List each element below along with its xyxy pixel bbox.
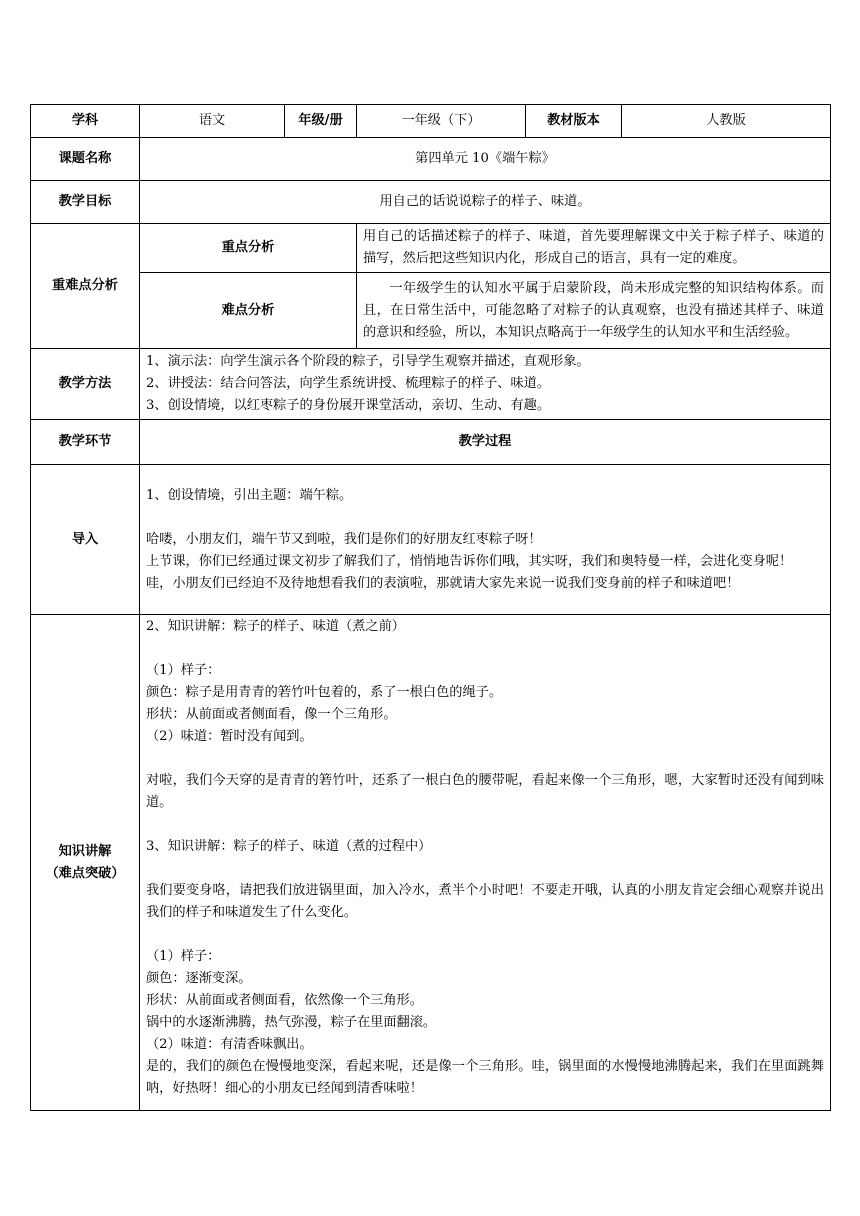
grade-value: 一年级（下） [357, 105, 526, 138]
intro-content [140, 465, 831, 615]
section-3-intro: 我们要变身咯，请把我们放进锅里面，加入冷水，煮半个小时吧！不要走开哦，认真的小朋友肯定会细心观察并说出我们的样子和味道发生了什么变化。 [146, 883, 824, 920]
section-2-taste: （2）味道：暂时没有闻到。 [146, 729, 313, 744]
section-2-color: 颜色：粽子是用青青的箬竹叶包着的，系了一根白色的绳子。 [146, 685, 503, 700]
methods-row [31, 349, 831, 420]
key-analysis-text: 用自己的话描述粽子的样子、味道，首先要理解课文中关于粽子样子、味道的描写，然后把这些知识内化，形成自己的语言，具有一定的难度。 [357, 224, 831, 273]
difficulty-analysis-label: 难点分析 [140, 273, 357, 349]
section-3-title: 3、知识讲解：粽子的样子、味道（煮的过程中） [146, 839, 432, 854]
process-label: 教学过程 [140, 420, 831, 465]
header-row [31, 105, 831, 138]
subject-label: 学科 [31, 105, 140, 138]
methods-label: 教学方法 [31, 349, 140, 420]
goal-value: 用自己的话说说粽子的样子、味道。 [140, 181, 831, 224]
intro-line: 1、创设情境，引出主题：端午粽。 [146, 487, 353, 503]
section-3-talk: 是的，我们的颜色在慢慢地变深，看起来呢，还是像一个三角形。哇，锅里面的水慢慢地沸腾起来，我们在里面跳舞呐，好热呀！细心的小朋友已经闻到清香味啦！ [146, 1059, 824, 1096]
section-3-color: 颜色：逐渐变深。 [146, 971, 252, 986]
subject-value: 语文 [140, 105, 285, 138]
section-3-look: （1）样子： [146, 949, 221, 964]
intro-row [31, 465, 831, 615]
analysis-label: 重难点分析 [31, 224, 140, 349]
title-label: 课题名称 [31, 138, 140, 181]
section-2-talk: 对啦，我们今天穿的是青青的箬竹叶，还系了一根白色的腰带呢，看起来像一个三角形，嗯，大家暂时还没有闻到味道。 [146, 773, 824, 810]
method-line: 3、创设情境，以红枣粽子的身份展开课堂活动，亲切、生动、有趣。 [146, 398, 551, 413]
grade-label: 年级/册 [285, 105, 357, 138]
knowledge-row [31, 615, 831, 1111]
knowledge-label-line1: 知识讲解 [58, 843, 112, 859]
difficulty-analysis-row [31, 273, 831, 349]
goal-row [31, 181, 831, 224]
key-analysis-label: 重点分析 [140, 224, 357, 273]
section-2-shape: 形状：从前面或者侧面看，像一个三角形。 [146, 707, 397, 722]
section-3-water: 锅中的水逐渐沸腾，热气弥漫，粽子在里面翻滚。 [146, 1015, 437, 1030]
intro-line: 哇，小朋友们已经迫不及待地想看我们的表演啦，那就请大家先来说一说我们变身前的样子和味道吧！ [146, 575, 740, 591]
process-header-row [31, 420, 831, 465]
goal-label: 教学目标 [31, 181, 140, 224]
key-analysis-row [31, 224, 831, 273]
knowledge-label-line2: （难点突破） [45, 865, 125, 881]
section-3-taste: （2）味道：有清香味飘出。 [146, 1037, 313, 1052]
difficulty-analysis-text: 一年级学生的认知水平属于启蒙阶段，尚未形成完整的知识结构体系。而且，在日常生活中，可能忽略了对粽子的认真观察，也没有描述其样子、味道的意识和经验，所以，本知识点略高于一年级学生的认知水平和生活经验。 [357, 273, 831, 349]
intro-line: 上节课，你们已经通过课文初步了解我们了，悄悄地告诉你们哦，其实呀，我们和奥特曼一样，会进化变身呢！ [146, 553, 793, 569]
title-value: 第四单元 10《端午粽》 [140, 138, 831, 181]
process-stage-label: 教学环节 [31, 420, 140, 465]
edition-value: 人教版 [622, 105, 831, 138]
intro-line: 哈喽，小朋友们，端午节又到啦，我们是你们的好朋友红枣粽子呀！ [146, 531, 542, 547]
lesson-plan-table [30, 104, 831, 1111]
edition-label: 教材版本 [526, 105, 622, 138]
section-2-look: （1）样子： [146, 663, 221, 678]
title-row [31, 138, 831, 181]
intro-label: 导入 [31, 465, 140, 615]
method-line: 2、讲授法：结合问答法，向学生系统讲授、梳理粽子的样子、味道。 [146, 376, 551, 391]
method-line: 1、演示法：向学生演示各个阶段的粽子，引导学生观察并描述，直观形象。 [146, 354, 590, 369]
knowledge-content [140, 615, 831, 1111]
knowledge-label [31, 615, 140, 1111]
section-2-title: 2、知识讲解：粽子的样子、味道（煮之前） [146, 619, 405, 634]
section-3-shape: 形状：从前面或者侧面看，依然像一个三角形。 [146, 993, 423, 1008]
methods-content [140, 349, 831, 420]
